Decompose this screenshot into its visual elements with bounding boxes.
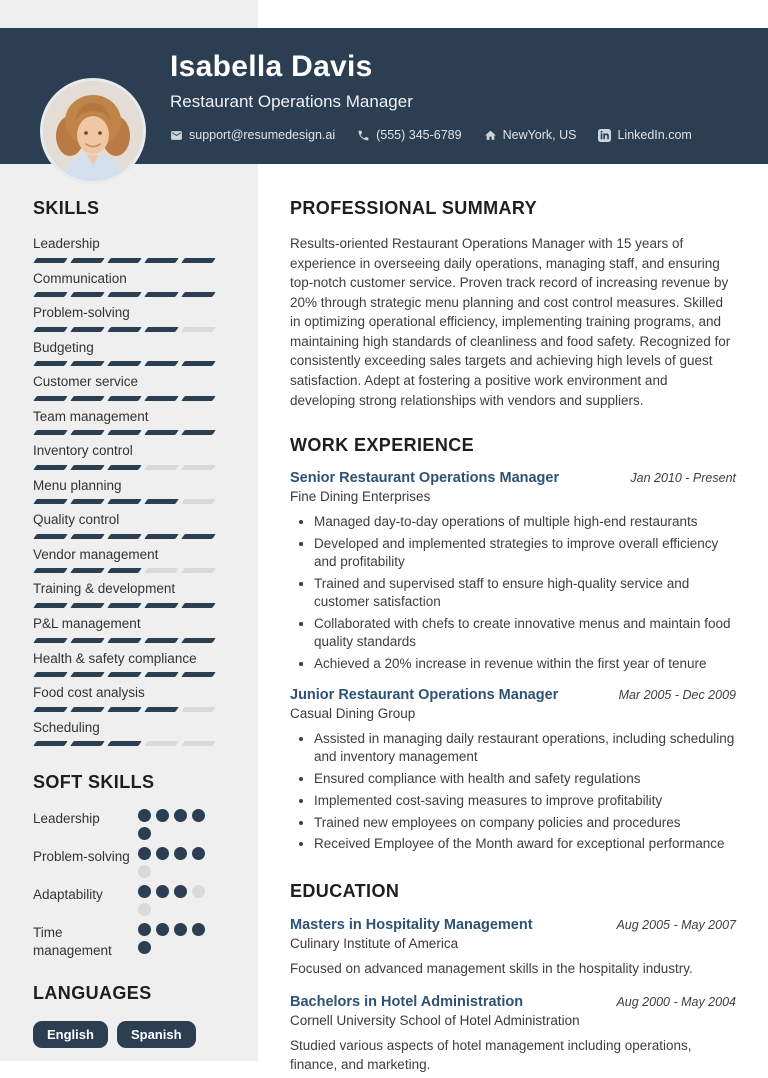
- contact-location[interactable]: [484, 128, 577, 142]
- skill-bar-segment: [181, 327, 216, 332]
- skill-level-bar: [35, 707, 227, 712]
- skill-level-bar: [35, 741, 227, 746]
- soft-skill-dot: [174, 809, 187, 822]
- education-entry: [290, 917, 736, 979]
- soft-skill-label: Problem-solving: [33, 849, 130, 865]
- skills-list: [33, 235, 229, 746]
- contact-phone[interactable]: [357, 128, 461, 142]
- skill-label: Problem-solving: [33, 305, 130, 321]
- skill-bar-segment: [144, 603, 179, 608]
- skill-item: [33, 546, 229, 574]
- skill-bar-segment: [70, 672, 105, 677]
- skill-bar-segment: [107, 465, 142, 470]
- skill-item: [33, 408, 229, 436]
- skill-bar-segment: [70, 292, 105, 297]
- skill-bar-segment: [107, 258, 142, 263]
- job-title: Junior Restaurant Operations Manager: [290, 686, 559, 703]
- contact-row: [170, 128, 692, 142]
- skill-bar-segment: [144, 568, 179, 573]
- person-name: Isabella Davis: [170, 50, 373, 83]
- resume-header: [0, 28, 768, 164]
- skill-bar-segment: [70, 741, 105, 746]
- skill-level-bar: [35, 603, 227, 608]
- skill-item: [33, 442, 229, 470]
- skill-level-bar: [35, 638, 227, 643]
- education-list: [290, 917, 736, 1075]
- skill-label: Food cost analysis: [33, 685, 145, 701]
- languages-list: [33, 1021, 229, 1048]
- soft-skill-dot: [174, 847, 187, 860]
- soft-skill-dot: [156, 809, 169, 822]
- skill-bar-segment: [33, 638, 68, 643]
- job-bullet: • Trained and supervised staff to ensure high-quality service and customer satisfaction: [314, 575, 736, 611]
- skill-bar-segment: [107, 534, 142, 539]
- skill-bar-segment: [107, 638, 142, 643]
- skill-bar-segment: [181, 568, 216, 573]
- skill-label: Customer service: [33, 374, 139, 390]
- job-bullet: • Trained new employees on company policies and procedures: [314, 814, 736, 832]
- degree-title: Bachelors in Hotel Administration: [290, 994, 524, 1011]
- envelope-icon: [170, 129, 183, 142]
- skill-bar-segment: [107, 672, 142, 677]
- skill-bar-segment: [33, 672, 68, 677]
- soft-skill-dots: [138, 885, 206, 916]
- soft-skill-dot: [156, 923, 169, 936]
- skill-bar-segment: [70, 361, 105, 366]
- skill-bar-segment: [107, 707, 142, 712]
- skill-level-bar: [35, 672, 227, 677]
- skill-item: [33, 511, 229, 539]
- school-name: Culinary Institute of America: [290, 936, 459, 952]
- skill-item: [33, 477, 229, 505]
- soft-skill-dot: [192, 885, 205, 898]
- skill-bar-segment: [181, 638, 216, 643]
- job-bullet: • Assisted in managing daily restaurant operations, including scheduling and inventory management: [314, 730, 736, 766]
- skill-bar-segment: [181, 465, 216, 470]
- skill-bar-segment: [144, 292, 179, 297]
- skill-bar-segment: [181, 396, 216, 401]
- skill-bar-segment: [70, 465, 105, 470]
- soft-skill-dot: [192, 923, 205, 936]
- skill-label: Quality control: [33, 512, 120, 528]
- skill-bar-segment: [107, 327, 142, 332]
- soft-skill-dot: [138, 923, 151, 936]
- soft-skill-label: Time management: [33, 925, 112, 958]
- contact-linkedin[interactable]: [598, 128, 691, 142]
- education-header: [290, 917, 736, 933]
- jobs-list: [290, 470, 736, 853]
- sidebar: [33, 198, 229, 1048]
- skill-bar-segment: [107, 603, 142, 608]
- soft-skill-dot: [174, 885, 187, 898]
- skill-label: Vendor management: [33, 546, 159, 562]
- skill-label: Leadership: [33, 236, 100, 251]
- skill-bar-segment: [33, 361, 68, 366]
- skill-bar-segment: [181, 603, 216, 608]
- skill-bar-segment: [33, 603, 68, 608]
- skill-bar-segment: [33, 534, 68, 539]
- skill-bar-segment: [144, 638, 179, 643]
- skill-bar-segment: [33, 430, 68, 435]
- soft-skill-dot: [156, 885, 169, 898]
- skill-bar-segment: [144, 741, 179, 746]
- job-header: [290, 687, 736, 703]
- job-bullets: [290, 513, 736, 673]
- skill-bar-segment: [33, 258, 68, 263]
- soft-skill-label: Leadership: [33, 811, 100, 827]
- soft-skill-dots: [138, 809, 206, 840]
- skill-bar-segment: [181, 499, 216, 504]
- skill-bar-segment: [33, 741, 68, 746]
- soft-skill-dot: [192, 809, 205, 822]
- language-badge: Spanish: [117, 1021, 196, 1048]
- skill-bar-segment: [144, 465, 179, 470]
- skill-bar-segment: [181, 707, 216, 712]
- skill-bar-segment: [70, 430, 105, 435]
- skill-label: Menu planning: [33, 477, 122, 493]
- skill-bar-segment: [144, 499, 179, 504]
- job-entry: [290, 687, 736, 854]
- avatar-portrait-graphic: [43, 81, 143, 181]
- skill-level-bar: [35, 465, 227, 470]
- job-bullet: • Developed and implemented strategies to improve overall efficiency and profitability: [314, 535, 736, 571]
- skill-bar-segment: [70, 638, 105, 643]
- skill-bar-segment: [33, 292, 68, 297]
- contact-email[interactable]: [170, 128, 335, 142]
- skill-item: [33, 235, 229, 263]
- skill-bar-segment: [33, 499, 68, 504]
- job-bullets: [290, 730, 736, 854]
- skill-bar-segment: [144, 534, 179, 539]
- skill-item: [33, 270, 229, 298]
- skill-bar-segment: [181, 292, 216, 297]
- skill-bar-segment: [107, 499, 142, 504]
- education-header: [290, 994, 736, 1010]
- skills-heading: SKILLS: [33, 198, 100, 218]
- skill-label: Budgeting: [33, 339, 94, 355]
- skill-bar-segment: [181, 258, 216, 263]
- skill-label: Training & development: [33, 581, 176, 597]
- skill-item: [33, 684, 229, 712]
- education-entry: [290, 994, 736, 1075]
- soft-skill-item: [33, 923, 229, 959]
- main-column: [290, 198, 736, 1075]
- soft-skill-dots: [138, 847, 206, 878]
- skill-bar-segment: [70, 396, 105, 401]
- school-name: Cornell University School of Hotel Administration: [290, 1013, 580, 1029]
- soft-skill-dot: [138, 865, 151, 878]
- skill-bar-segment: [107, 430, 142, 435]
- skill-bar-segment: [33, 396, 68, 401]
- skill-bar-segment: [70, 707, 105, 712]
- skill-item: [33, 650, 229, 678]
- soft-skill-dot: [138, 827, 151, 840]
- skill-item: [33, 719, 229, 747]
- skill-bar-segment: [107, 396, 142, 401]
- languages-heading: LANGUAGES: [33, 983, 152, 1004]
- skill-bar-segment: [33, 568, 68, 573]
- skill-bar-segment: [144, 327, 179, 332]
- skill-bar-segment: [181, 534, 216, 539]
- summary-text: Results-oriented Restaurant Operations Manager with 15 years of experience in overseeing daily operations, managing staff, and ensuring top-notch customer service. Proven track record of increasing revenue by 20% through strategic menu planning and cost control measures. Skilled in optimizing operational efficiency, implementing training programs, and maintaining high standards of cleanliness and food safety. Recognized for consistently exceeding sales targets and achieving high levels of guest satisfaction. Adept at fostering a positive work environment and developing strong relationships with vendors and suppliers.: [290, 236, 731, 408]
- skill-bar-segment: [33, 465, 68, 470]
- skill-bar-segment: [33, 327, 68, 332]
- skill-label: P&L management: [33, 616, 141, 632]
- skill-bar-segment: [107, 568, 142, 573]
- soft-skill-item: [33, 809, 229, 840]
- soft-skill-label: Adaptability: [33, 887, 103, 903]
- skill-bar-segment: [181, 672, 216, 677]
- job-dates: Mar 2005 - Dec 2009: [618, 687, 736, 702]
- language-badge: English: [33, 1021, 108, 1048]
- job-company: Casual Dining Group: [290, 705, 416, 721]
- soft-skills-list: [33, 809, 229, 959]
- job-bullet: • Achieved a 20% increase in revenue within the first year of tenure: [314, 655, 736, 673]
- education-dates: Aug 2005 - May 2007: [616, 918, 736, 933]
- home-icon: [484, 129, 497, 142]
- skill-item: [33, 304, 229, 332]
- skill-level-bar: [35, 568, 227, 573]
- skill-item: [33, 339, 229, 367]
- soft-skill-dot: [138, 885, 151, 898]
- skill-bar-segment: [144, 430, 179, 435]
- person-job-title: Restaurant Operations Manager: [170, 92, 413, 111]
- skill-label: Team management: [33, 408, 149, 424]
- job-bullet: • Received Employee of the Month award for exceptional performance: [314, 835, 736, 853]
- skill-bar-segment: [107, 741, 142, 746]
- job-company: Fine Dining Enterprises: [290, 489, 431, 505]
- soft-skill-item: [33, 847, 229, 878]
- avatar: [40, 78, 146, 184]
- skill-bar-segment: [181, 430, 216, 435]
- job-bullet: • Collaborated with chefs to create innovative menus and maintain food quality standards: [314, 615, 736, 651]
- skill-item: [33, 373, 229, 401]
- skill-bar-segment: [70, 499, 105, 504]
- education-dates: Aug 2000 - May 2004: [616, 995, 736, 1010]
- soft-skill-dot: [138, 847, 151, 860]
- soft-skill-dot: [156, 847, 169, 860]
- skill-label: Health & safety compliance: [33, 650, 197, 666]
- job-title: Senior Restaurant Operations Manager: [290, 470, 560, 487]
- education-heading: EDUCATION: [290, 881, 400, 902]
- skill-bar-segment: [181, 741, 216, 746]
- job-header: [290, 470, 736, 486]
- skill-level-bar: [35, 396, 227, 401]
- skill-level-bar: [35, 292, 227, 297]
- soft-skill-dot: [138, 903, 151, 916]
- skill-bar-segment: [70, 603, 105, 608]
- skill-bar-segment: [144, 707, 179, 712]
- skill-label: Inventory control: [33, 443, 133, 459]
- skill-bar-segment: [70, 534, 105, 539]
- education-description: Studied various aspects of hotel management including operations, finance, and marketing.: [290, 1038, 692, 1073]
- soft-skill-dot: [138, 809, 151, 822]
- skill-bar-segment: [144, 672, 179, 677]
- skill-label: Scheduling: [33, 719, 100, 735]
- experience-heading: WORK EXPERIENCE: [290, 435, 475, 456]
- skill-level-bar: [35, 499, 227, 504]
- soft-skill-dot: [174, 923, 187, 936]
- skill-bar-segment: [181, 361, 216, 366]
- skill-bar-segment: [70, 327, 105, 332]
- skill-level-bar: [35, 258, 227, 263]
- skill-level-bar: [35, 430, 227, 435]
- skill-bar-segment: [107, 292, 142, 297]
- contact-email-text: support@resumedesign.ai: [189, 128, 336, 142]
- job-bullet: • Ensured compliance with health and safety regulations: [314, 770, 736, 788]
- contact-location-text: NewYork, US: [502, 128, 577, 142]
- job-bullet: • Managed day-to-day operations of multiple high-end restaurants: [314, 513, 736, 531]
- soft-skill-dots: [138, 923, 206, 959]
- skill-level-bar: [35, 361, 227, 366]
- skill-bar-segment: [70, 568, 105, 573]
- phone-icon: [357, 129, 370, 142]
- skill-bar-segment: [144, 258, 179, 263]
- skill-level-bar: [35, 534, 227, 539]
- degree-title: Masters in Hospitality Management: [290, 917, 533, 934]
- skill-level-bar: [35, 327, 227, 332]
- job-dates: Jan 2010 - Present: [630, 471, 736, 486]
- soft-skill-dot: [138, 941, 151, 954]
- skill-item: [33, 580, 229, 608]
- linkedin-icon: [598, 129, 611, 142]
- skill-bar-segment: [107, 361, 142, 366]
- skill-item: [33, 615, 229, 643]
- skill-bar-segment: [33, 707, 68, 712]
- education-description: Focused on advanced management skills in the hospitality industry.: [290, 961, 693, 977]
- soft-skills-heading: SOFT SKILLS: [33, 772, 155, 793]
- summary-heading: PROFESSIONAL SUMMARY: [290, 198, 538, 218]
- skill-bar-segment: [70, 258, 105, 263]
- skill-bar-segment: [144, 361, 179, 366]
- job-entry: [290, 470, 736, 673]
- skill-bar-segment: [144, 396, 179, 401]
- contact-phone-text: (555) 345-6789: [376, 128, 462, 142]
- soft-skill-item: [33, 885, 229, 916]
- skill-label: Communication: [33, 270, 127, 286]
- job-bullet: • Implemented cost-saving measures to improve profitability: [314, 792, 736, 810]
- contact-linkedin-text: LinkedIn.com: [617, 128, 692, 142]
- soft-skill-dot: [192, 847, 205, 860]
